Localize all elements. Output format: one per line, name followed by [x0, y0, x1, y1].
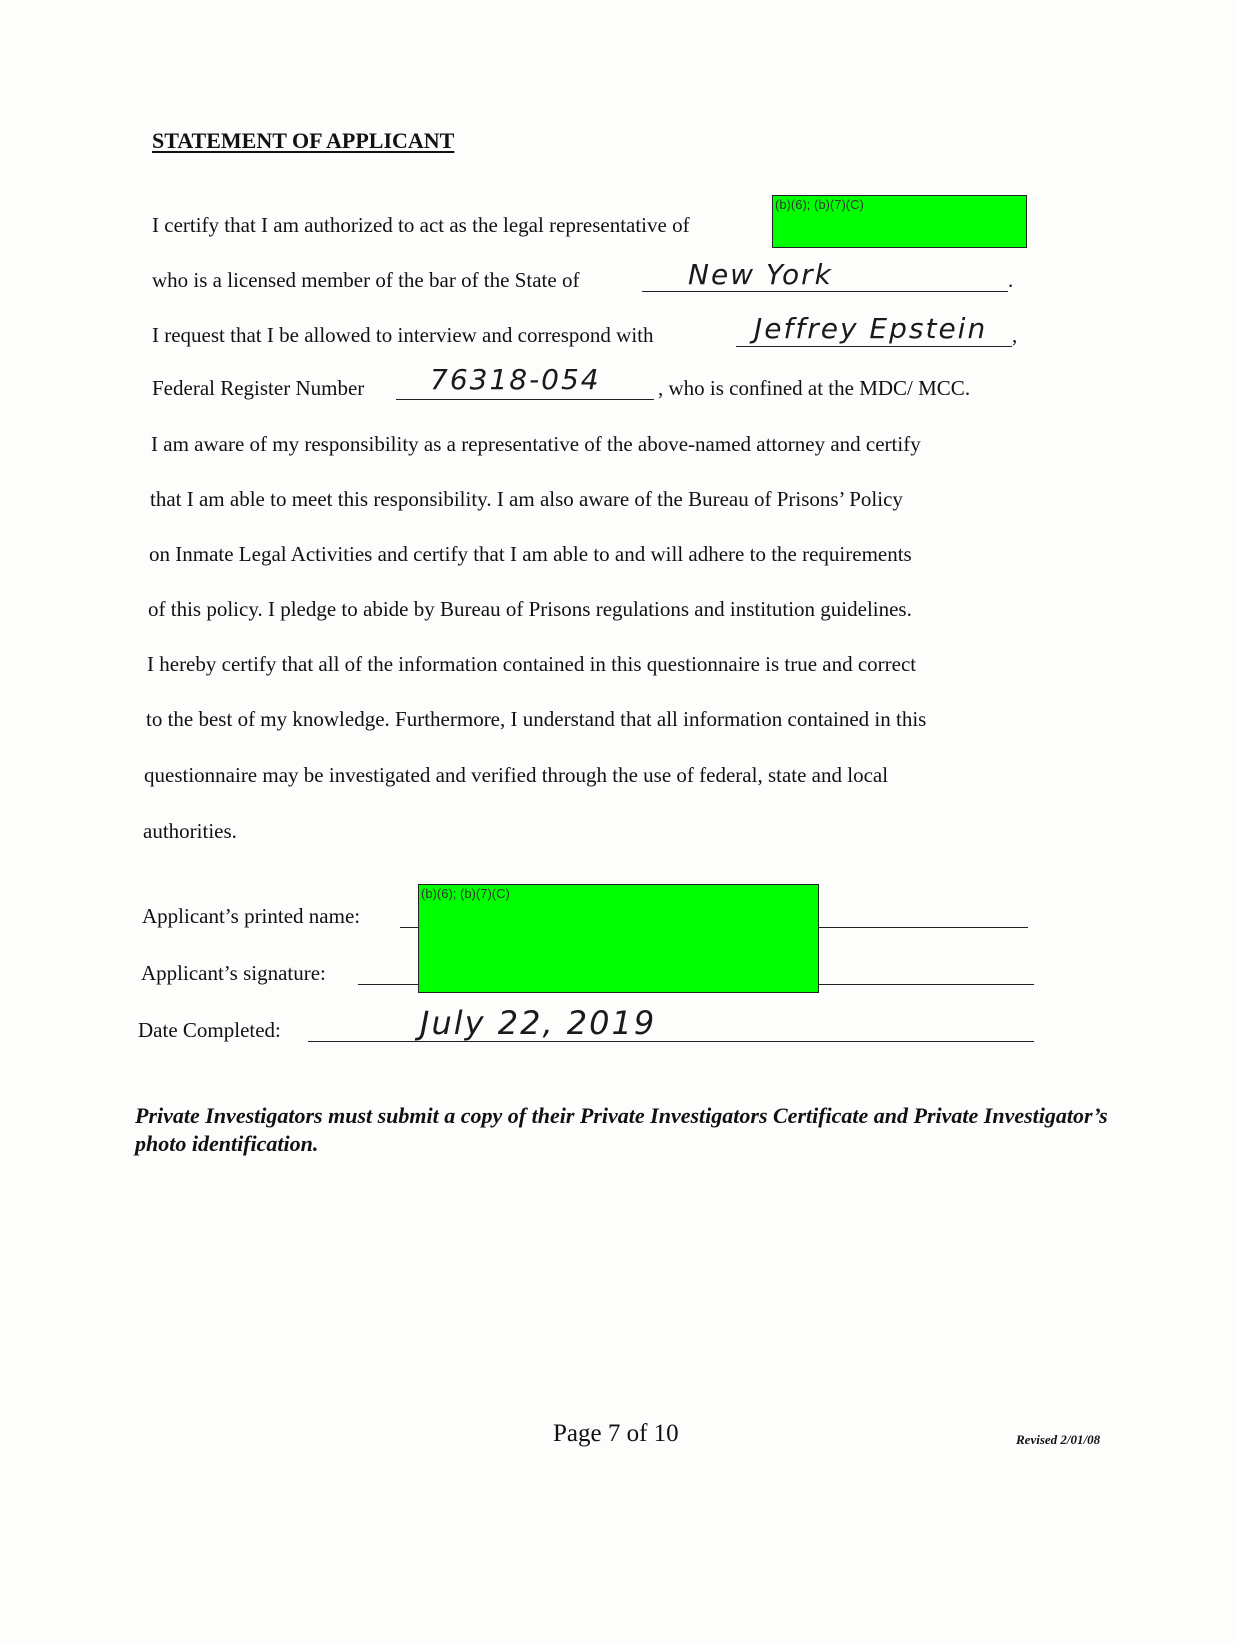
body-line-2: that I am able to meet this responsibility. I am also aware of the Bureau of Prisons’ Policy — [150, 487, 903, 511]
interview-text: I request that I be allowed to interview and correspond with — [152, 323, 654, 347]
register-handwritten: 76318-054 — [430, 363, 601, 396]
register-text: Federal Register Number — [152, 376, 365, 400]
body-line-8: authorities. — [143, 819, 237, 843]
inmate-underline — [736, 346, 1012, 347]
bar-suffix: . — [1008, 268, 1014, 292]
signature-label: Applicant’s signature: — [141, 961, 326, 985]
date-underline — [308, 1041, 1034, 1042]
certify-text: I certify that I am authorized to act as the legal representative of — [152, 213, 690, 237]
revision-date: Revised 2/01/08 — [1016, 1432, 1101, 1447]
register-suffix: , who is confined at the MDC/ MCC. — [658, 376, 971, 400]
applicant-redaction — [418, 884, 819, 993]
body-line-3: on Inmate Legal Activities and certify that I am able to and will adhere to the requirements — [149, 542, 912, 566]
inmate-handwritten: Jeffrey Epstein — [754, 312, 988, 345]
printed-name-label: Applicant’s printed name: — [142, 904, 361, 928]
page-number: Page 7 of 10 — [553, 1420, 679, 1447]
body-line-5: I hereby certify that all of the information contained in this questionnaire is true and correct — [147, 652, 917, 676]
date-handwritten: July 22, 2019 — [420, 1004, 657, 1042]
date-label: Date Completed: — [138, 1018, 281, 1042]
state-handwritten: New York — [688, 258, 833, 291]
body-line-7: questionnaire may be investigated and verified through the use of federal, state and local — [144, 763, 889, 787]
attorney-redaction-label: (b)(6); (b)(7)(C) — [775, 197, 864, 212]
bar-text: who is a licensed member of the bar of the State of — [152, 268, 580, 292]
register-underline — [396, 399, 654, 400]
body-line-1: I am aware of my responsibility as a representative of the above-named attorney and certify — [151, 432, 921, 456]
attorney-redaction — [772, 195, 1027, 248]
applicant-redaction-label: (b)(6); (b)(7)(C) — [421, 886, 510, 901]
private-investigator-notice: Private Investigators must submit a copy of their Private Investigators Certificate and Private Investigator’s photo identification. — [135, 1103, 1108, 1156]
interview-suffix: , — [1012, 323, 1018, 347]
body-line-4: of this policy. I pledge to abide by Bureau of Prisons regulations and institution guidelines. — [148, 597, 912, 621]
state-underline — [642, 291, 1008, 292]
body-line-6: to the best of my knowledge. Furthermore, I understand that all information contained in this — [146, 707, 927, 731]
page-title: STATEMENT OF APPLICANT — [152, 128, 455, 153]
